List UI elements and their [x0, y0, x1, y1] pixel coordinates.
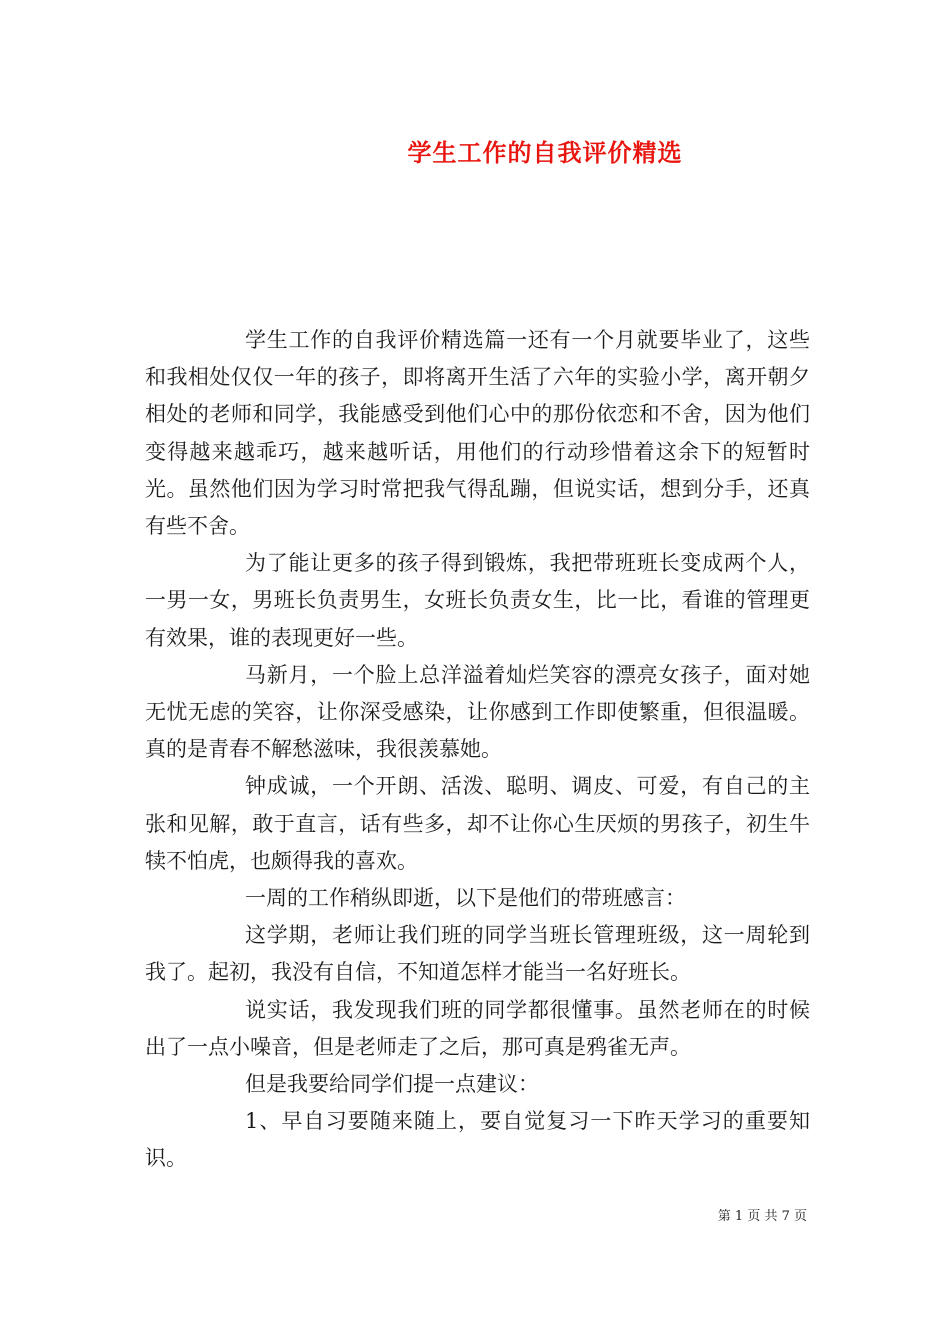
document-body — [145, 322, 810, 1178]
page-number-footer: 第 1 页 共 7 页 — [717, 1209, 807, 1224]
paragraph: 学生工作的自我评价精选篇一还有一个月就要毕业了，这些和我相处仅仅一年的孩子，即将离开生活了六年的实验小学，离开朝夕相处的老师和同学，我能感受到他们心中的那份依恋和不舍，因为他们变得越来越乖巧，越来越听话，用他们的行动珍惜着这余下的短暂时光。虽然他们因为学习时常把我气得乱蹦，但说实话，想到分手，还真有些不舍。 — [145, 328, 810, 539]
paragraph: 但是我要给同学们提一点建议： — [245, 1072, 539, 1097]
paragraph: 这学期，老师让我们班的同学当班长管理班级，这一周轮到我了。起初，我没有自信，不知道怎样才能当一名好班长。 — [145, 923, 810, 985]
paragraph: 说实话，我发现我们班的同学都很懂事。虽然老师在的时候出了一点小噪音，但是老师走了之后，那可真是鸦雀无声。 — [145, 997, 810, 1059]
paragraph: 钟成诚，一个开朗、活泼、聪明、调皮、可爱，有自己的主张和见解，敢于直言，话有些多，却不让你心生厌烦的男孩子，初生牛犊不怕虎，也颇得我的喜欢。 — [145, 774, 810, 873]
paragraph: 1、早自习要随来随上，要自觉复习一下昨天学习的重要知识。 — [145, 1109, 810, 1171]
document-title: 学生工作的自我评价精选 — [407, 138, 683, 167]
paragraph: 一周的工作稍纵即逝，以下是他们的带班感言： — [245, 886, 686, 911]
paragraph: 为了能让更多的孩子得到锻炼，我把带班班长变成两个人，一男一女，男班长负责男生，女班长负责女生，比一比，看谁的管理更有效果，谁的表现更好一些。 — [145, 551, 810, 650]
paragraph: 马新月，一个脸上总洋溢着灿烂笑容的漂亮女孩子，面对她无忧无虑的笑容，让你深受感染，让你感到工作即使繁重，但很温暖。真的是青春不解愁滋味，我很羡慕她。 — [145, 662, 810, 762]
